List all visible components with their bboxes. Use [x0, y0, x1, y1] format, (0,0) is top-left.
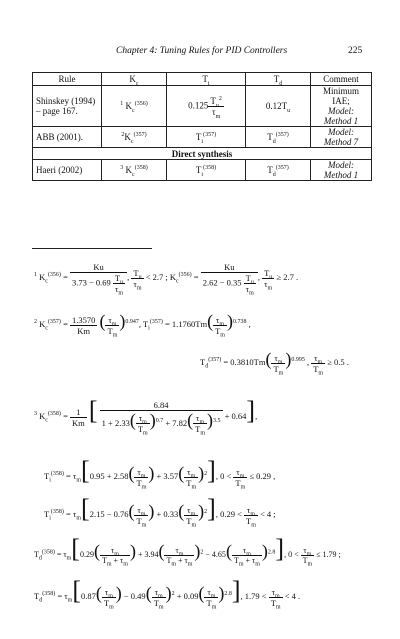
- col-td: $T_d$: [246, 73, 311, 86]
- table-row: ABB (2001). $^2K_c^{(357)}$ $T_i^{(357)}$ $T_d^{(357)}$ Model: Method 7: [33, 127, 372, 148]
- col-rule: Rule: [33, 73, 102, 86]
- footnote-3: $^3$ $K_c^{(358)}$ = $\frac{1}{Km}$ [ 6.84 1 + 2.33( $\frac{\tau_m}{T_m}$ )$^{0.7}$ + 7.82( $\frac{\tau_m}{T_m}$ )$^{3.5}$ + 0.64],: [34, 396, 258, 437]
- td-formula-2: $T_d^{(358)} = \tau_m[0.87$( $\frac{\tau_m}{T_m}$ ) − 0.49( $\frac{\tau_m}{T_m}$ )$^2$ + 0.09( $\frac{\tau_m}{T_m}$ )$^{2.8}$], 1.79 < $\frac{\tau_m}{T_m}$ < 4 .: [34, 576, 301, 611]
- ti-formula-1: $T_i^{(358)} = \tau_m[0.95 + 2.58$( $\frac{\tau_m}{T_m}$ ) + 3.57( $\frac{\tau_m}{T_m}$ )$^2$], 0 < $\frac{\tau_m}{T_m}$ ≤ 0.29 ,: [44, 456, 276, 491]
- page-number: 225: [348, 46, 363, 56]
- td-formula-1: $T_d^{(358)} = \tau_m[0.29$( $\frac{\tau_m}{T_m + \tau_m}$ ) + 3.94( $\frac{\tau_m}{T_m + \tau_m}$ )$^2$ − 4.65( $\frac{\tau_m}{T_m + \tau_m}$ )$^{2.8}$], 0 < $\frac{\tau_m}{T_m}$ ≤ 1.79 ;: [34, 534, 341, 568]
- col-comment: Comment: [311, 73, 372, 86]
- section-row: Direct synthesis: [33, 148, 372, 160]
- ti-formula-2: $T_i^{(358)} = \tau_m[2.15 - 0.76$( $\frac{\tau_m}{T_m}$ ) + 0.33( $\frac{\tau_m}{T_m}$ )$^2$], 0.29 < $\frac{\tau_m}{T_m}$ < 4 ;: [44, 494, 276, 529]
- table-header-row: [33, 73, 372, 86]
- footnote-separator: [32, 248, 152, 249]
- col-ti: $T_i$: [167, 73, 246, 86]
- table-row: Shinskey (1994) – page 167. $^1$ $K_c^{(356)}$ 0.125 $\frac{T_u^2}{\tau_m}$ $0.12T_u$ Minimum IAE; Model: Method 1: [33, 86, 372, 127]
- footnote-2: $^2$ $K_c^{(357)}$ = $\frac{1.3570}{Km}$ ( $\frac{\tau_m}{T_m}$ )$^{0.947}$, $T_i^{(357)} = 1.1760Tm$( $\frac{\tau_m}{T_m}$ )$^{0.738}$ ,: [34, 311, 251, 339]
- footnote-2-td: $T_d^{(357)} = 0.3810Tm$( $\frac{\tau_m}{T_m}$ )$^{0.995}$ , $\frac{\tau_m}{T_m}$ ≥ 0.5 .: [200, 349, 349, 377]
- col-kc: $K_c$: [102, 73, 167, 86]
- footnote-1: $^1$ $K_c^{(356)}$ = Ku 3.73 − 0.69 $\frac{T_u}{\tau_m}$ , $\frac{T_u}{\tau_m}$ < 2.7 ; $K_c^{(356)}$ = Ku 2.62 − 0.35 $\frac{T_u}{\tau_m}$ , $\frac{T_u}{\tau_m}$ ≥ 2.7 .: [34, 262, 299, 297]
- table-row: Haeri (2002) $^3$ $K_c^{(358)}$ $T_i^{(358)}$ $T_d^{(357)}$ Model: Method 1: [33, 160, 372, 181]
- tuning-rules-table: [32, 72, 372, 181]
- chapter-title: Chapter 4: Tuning Rules for PID Controllers: [116, 46, 288, 56]
